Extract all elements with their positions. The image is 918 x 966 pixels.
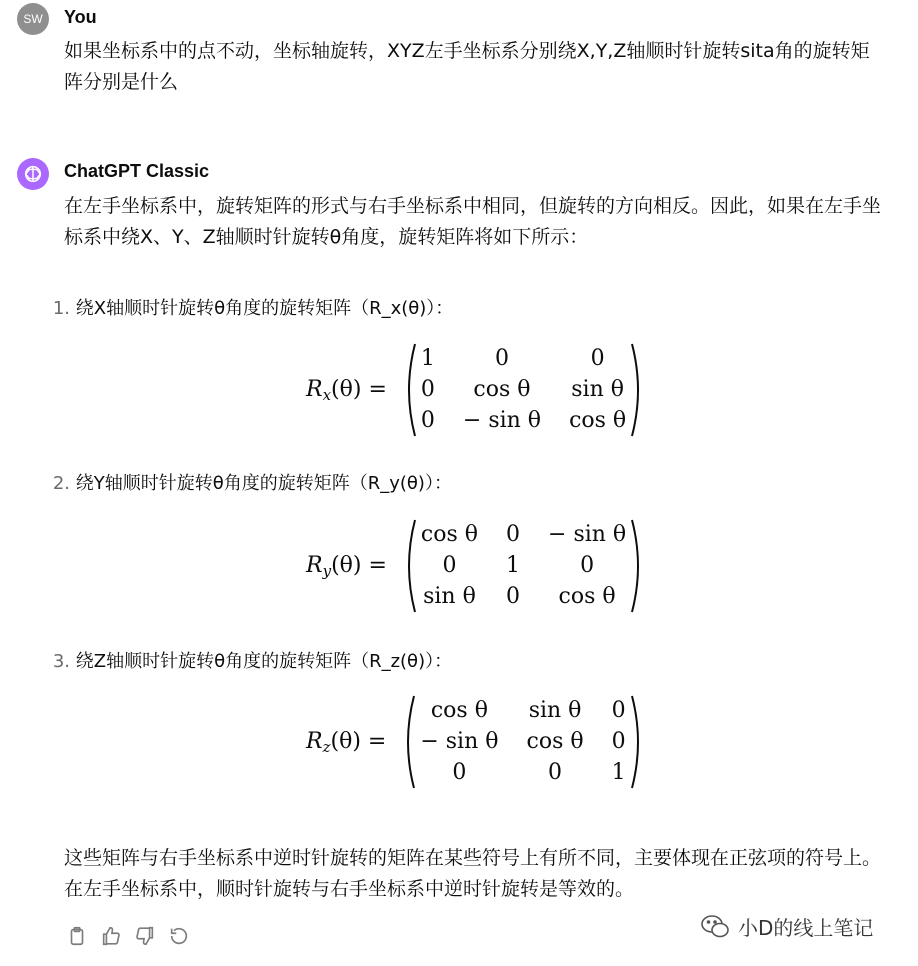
matrix-cell: cos θ [569, 408, 627, 433]
matrix-cell: sin θ [528, 698, 582, 723]
matrix-cell: − sin θ [462, 408, 542, 433]
equation-lhs: $R_y(\theta)$ = [306, 552, 387, 580]
matrix-cell: cos θ [430, 698, 488, 723]
matrix-cell: 1 [506, 553, 521, 578]
matrix-cell: 0 [420, 377, 435, 402]
left-paren-icon [401, 342, 417, 438]
list-label: 绕Z轴顺时针旋转θ角度的旋转矩阵（R_z(θ)）： [75, 651, 453, 672]
right-paren-icon [630, 518, 646, 614]
user-avatar-text: SW [23, 12, 43, 26]
user-name: You [64, 7, 97, 27]
assistant-outro: 这些矩阵与右手坐标系中逆时针旋转的矩阵在某些符号上有所不同，主要体现在正弦项的符号上。在左手坐标系中，顺时针旋转与右手坐标系中逆时针旋转是等效的。 [64, 847, 882, 900]
left-paren-icon [400, 694, 416, 790]
matrix-cell: sin θ [423, 584, 476, 609]
list-number: 2. [52, 473, 70, 494]
watermark [700, 912, 873, 941]
wechat-icon [700, 914, 730, 940]
matrix-cell: − sin θ [548, 522, 627, 547]
matrix-cell: 1 [611, 760, 626, 785]
matrix-cell: cos θ [420, 522, 479, 547]
left-paren-icon [401, 518, 417, 614]
matrix-cell: cos θ [558, 584, 616, 609]
openai-logo-icon [22, 163, 44, 185]
matrix [416, 697, 629, 787]
equation-rz [306, 694, 646, 790]
matrix-cell: 0 [590, 346, 605, 371]
matrix-cell: 0 [548, 760, 563, 785]
list-number: 1. [52, 298, 70, 319]
thumbs-up-icon[interactable] [100, 925, 122, 947]
matrix-cell: 0 [580, 553, 595, 578]
list-number: 3. [52, 651, 70, 672]
watermark-text: 小D的线上笔记 [738, 916, 874, 940]
list-item-x [40, 294, 453, 320]
matrix-cell: 0 [442, 553, 457, 578]
list-label: 绕X轴顺时针旋转θ角度的旋转矩阵（R_x(θ)）： [75, 298, 454, 319]
right-paren-icon [630, 342, 646, 438]
user-message: 如果坐标系中的点不动，坐标轴旋转，XYZ左手坐标系分别绕X,Y,Z轴顺时针旋转sita角的旋转矩阵分别是什么 [64, 40, 870, 93]
right-paren-icon [630, 694, 646, 790]
equation-lhs: $R_z(\theta)$ = [306, 728, 387, 756]
matrix-cell: 0 [611, 729, 626, 754]
matrix-cell: 0 [611, 698, 626, 723]
equation-ry [306, 518, 646, 614]
matrix-cell: 0 [420, 408, 435, 433]
matrix-cell: cos θ [526, 729, 584, 754]
assistant-name: ChatGPT Classic [64, 161, 210, 181]
matrix-cell: 1 [420, 346, 435, 371]
matrix-cell: 0 [494, 346, 509, 371]
matrix [417, 345, 630, 435]
list-label: 绕Y轴顺时针旋转θ角度的旋转矩阵（R_y(θ)）： [75, 473, 452, 494]
equation-lhs: $R_x(\theta)$ = [306, 376, 387, 404]
matrix-cell: 0 [452, 760, 467, 785]
list-item-y [40, 469, 452, 495]
regenerate-icon[interactable] [168, 925, 190, 947]
matrix-cell: − sin θ [420, 729, 499, 754]
user-avatar [17, 3, 49, 35]
thumbs-down-icon[interactable] [134, 925, 156, 947]
matrix [417, 521, 630, 611]
matrix-cell: cos θ [473, 377, 531, 402]
list-item-z [40, 647, 452, 673]
equation-rx [306, 342, 646, 438]
copy-icon[interactable] [66, 925, 88, 947]
message-actions [66, 925, 190, 947]
chatgpt-avatar [17, 158, 49, 190]
matrix-cell: sin θ [571, 377, 624, 402]
matrix-cell: 0 [506, 522, 521, 547]
matrix-cell: 0 [506, 584, 521, 609]
assistant-intro: 在左手坐标系中，旋转矩阵的形式与右手坐标系中相同，但旋转的方向相反。因此，如果在左手坐标系中绕X、Y、Z轴顺时针旋转θ角度，旋转矩阵将如下所示： [64, 195, 882, 248]
